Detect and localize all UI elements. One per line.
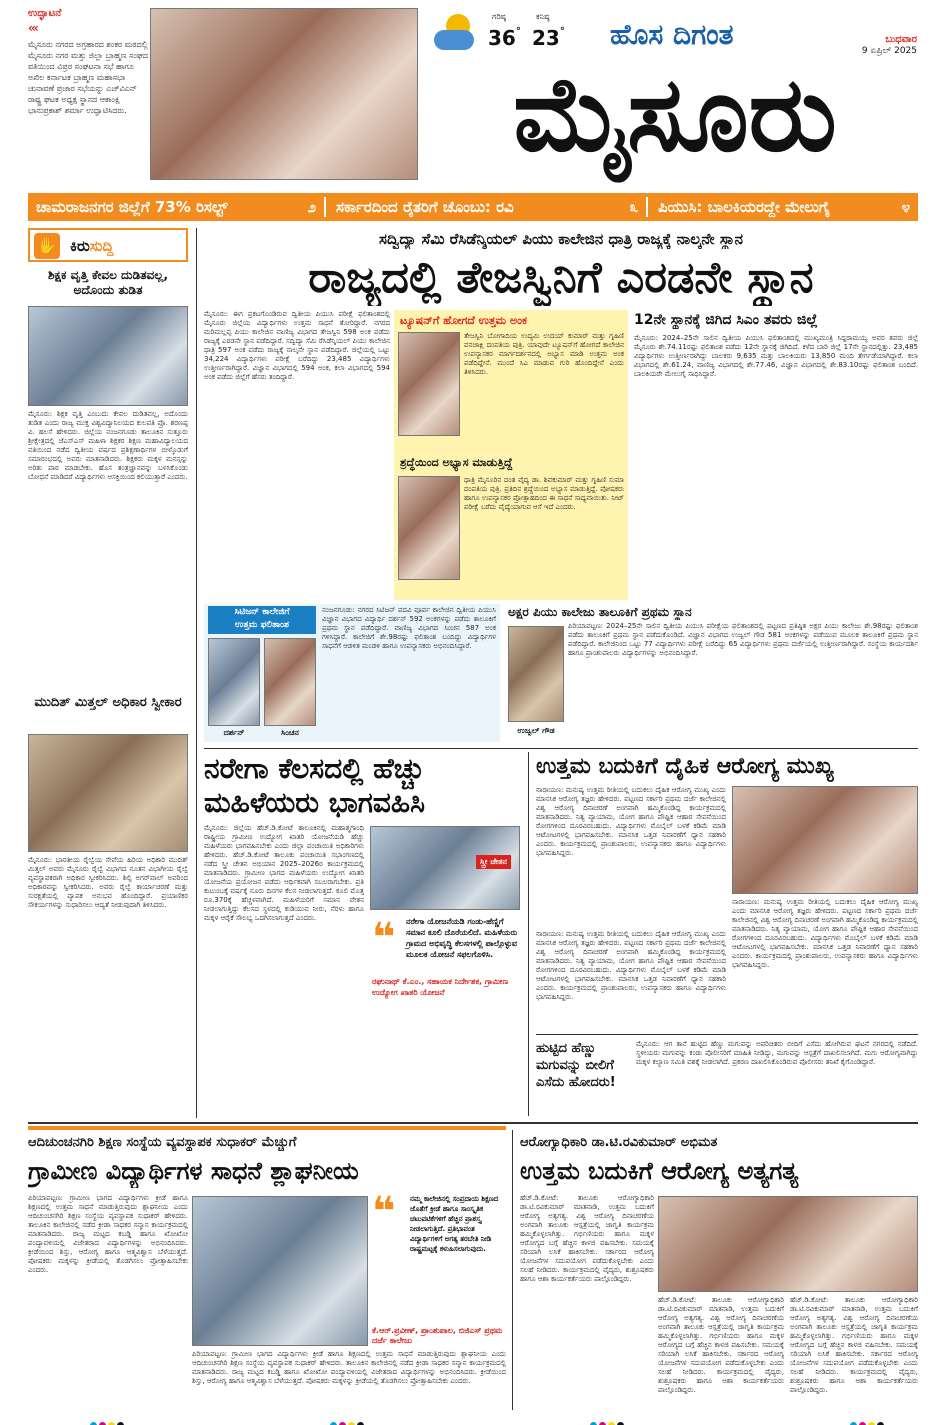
teaser-3[interactable]: ಪಿಯುಸಿ: ಬಾಲಕಿಯರದ್ದೇ ಮೇಲುಗೈ ೪ — [650, 193, 918, 221]
kirusuddi-photo — [28, 306, 188, 406]
registration-marks-left — [90, 1414, 126, 1425]
tejaswini-photo — [398, 332, 460, 436]
chevron-icon: ‹‹‹ — [28, 21, 37, 35]
teaser-1[interactable]: ಚಾಮರಾಜನಗರ ಜಿಲ್ಲೆಗೆ 73% ರಿಸಲ್ಟ್ ೨ — [28, 193, 324, 221]
health-body-2: ನಾರಾಯಣ: ಮನುಷ್ಯ ಉತ್ತಮ ರೀತಿಯಲ್ಲಿ ಬದುಕಲು ದೈಹಿಕ ಆರೋಗ್ಯ ಮುಖ್ಯ ಎಂದು ಮಾನಸಿಕ ಆರೋಗ್ಯ ತಜ್ಞರು ಹೇಳಿದರು. ಪಟ್ಟಣದ ಸರ್ಕಾರಿ ಪ್ರಥಮ ದರ್ಜೆ ಕಾಲೇಜಿನಲ್ಲಿ ವಿಶ್ವ ಆರೋಗ್ಯ ದಿನಾಚರಣೆ ಅಂಗವಾಗಿ ಹಮ್ಮಿಕೊಂಡಿದ್ದ ಕಾರ್ಯಕ್ರಮದಲ್ಲಿ ಮಾತನಾಡಿದರು. ನಿತ್ಯ ವ್ಯಾಯಾಮ, ಯೋಗ ಹಾಗೂ ಪೌಷ್ಟಿಕ ಆಹಾರ ಸೇವನೆಯಿಂದ ರೋಗಗಳಿಂದ ದೂರವಿರಬಹುದು. ವಿದ್ಯಾರ್ಥಿಗಳು ಮೊಬೈಲ್ ಬಳಕೆ ಕಡಿಮೆ ಮಾಡಿ ಆಟೋಟಗಳಲ್ಲಿ ಭಾಗವಹಿಸಬೇಕು. ಮಾನಸಿಕ ಒತ್ತಡ ನಿವಾರಣೆಗೆ ಧ್ಯಾನ ಸಹಕಾರಿ ಎಂದರು. ಕಾರ್ಯಕ್ರಮದಲ್ಲಿ ಪ್ರಾಂಶುಪಾಲರು, ಉಪನ್ಯಾಸಕರು ಹಾಗೂ ವಿದ್ಯಾರ್ಥಿಗಳು ಭಾಗವಹಿಸಿದ್ದರು. — [732, 898, 918, 969]
health-photo — [732, 786, 918, 894]
rural-kicker: ಆದಿಚುಂಚನಗಿರಿ ಶಿಕ್ಷಣ ಸಂಸ್ಥೆಯ ವ್ಯವಸ್ಥಾಪಕ ಸುಧಾಕರ್ ಮೆಚ್ಚುಗೆ — [28, 1135, 297, 1150]
rural-photo — [192, 1196, 368, 1346]
lead-headline: ರಾಜ್ಯದಲ್ಲಿ ತೇಜಸ್ವಿನಿಗೆ ಎರಡನೇ ಸ್ಥಾನ — [308, 253, 814, 303]
akshara-title: ಅಕ್ಷರ ಪಿಯು ಕಾಲೇಜು ತಾಲೂಕಿಗೆ ಪ್ರಥಮ ಸ್ಥಾನ — [508, 605, 692, 619]
darshan-caption: ದರ್ಶನ್ — [223, 728, 245, 737]
min-temp-label: ಕನಿಷ್ಠ — [536, 12, 550, 21]
doctor-photo — [658, 1196, 918, 1292]
doctor-body-2: ಹೆಚ್.ಡಿ.ಕೋಟೆ: ತಾಲೂಕು ಆರೋಗ್ಯಾಧಿಕಾರಿ ಡಾ.ಟಿ.ರವಿಕುಮಾರ್ ಮಾತನಾಡಿ, ಉತ್ತಮ ಬದುಕಿಗೆ ಆರೋಗ್ಯ ಅತ್ಯಗತ್ಯ. ವಿಶ್ವ ಆರೋಗ್ಯ ದಿನಾಚರಣೆಯ ಅಂಗವಾಗಿ ತಾಲೂಕು ಆಸ್ಪತ್ರೆಯಲ್ಲಿ ಜಾಗೃತಿ ಕಾರ್ಯಕ್ರಮ ಹಮ್ಮಿಕೊಳ್ಳಲಾಗಿತ್ತು. ಗರ್ಭಿಣಿಯರು ಹಾಗೂ ಮಕ್ಕಳ ಆರೋಗ್ಯದ ಬಗ್ಗೆ ಹೆಚ್ಚಿನ ಕಾಳಜಿ ವಹಿಸಬೇಕು. ಸಮಯಕ್ಕೆ ಸರಿಯಾಗಿ ಲಸಿಕೆ ಹಾಕಿಸಬೇಕು. ಸರ್ಕಾರದ ಆರೋಗ್ಯ ಯೋಜನೆಗಳ ಸದುಪಯೋಗ ಪಡೆದುಕೊಳ್ಳಬೇಕು ಎಂದು ಸಲಹೆ ನೀಡಿದರು. ಕಾರ್ಯಕ್ರಮದಲ್ಲಿ ವೈದ್ಯರು, ಶುಶ್ರೂಷಕರು ಹಾಗೂ ಆಶಾ ಕಾರ್ಯಕರ್ತೆಯರು ಪಾಲ್ಗೊಂಡಿದ್ದರು. — [658, 1296, 784, 1394]
registration-marks-far — [850, 1414, 886, 1425]
dhatri-photo — [398, 476, 460, 580]
rural-quote-icon: ❝ — [372, 1189, 396, 1235]
teaser-bar — [28, 193, 918, 221]
doctor-kicker: ಆರೋಗ್ಯಾಧಿಕಾರಿ ಡಾ.ಟಿ.ರವಿಕುಮಾರ್ ಅಭಿಮತ — [520, 1135, 718, 1150]
citizen-title-block: ಸಿಟಿಜನ್ ಕಾಲೇಜಿಗೆ ಉತ್ತಮ ಫಲಿತಾಂಶ — [208, 606, 316, 634]
rural-quote: ನಮ್ಮ ಕಾಲೇಜಿನಲ್ಲಿ ಸಂಪ್ರದಾಯ ಶಿಕ್ಷಣದ ಜೊತೆಗೆ ಕ್ರೀಡೆ ಹಾಗೂ ಸಾಂಸ್ಕೃತಿಕ ಚಟುವಟಿಕೆಗಳಿಗೆ ಹೆಚ್ಚಿನ ಪ್ರಾಶಸ್ತ್ಯ ನೀಡಲಾಗುತ್ತಿದೆ. ಪ್ರತಿಭಾವಂತ ವಿದ್ಯಾರ್ಥಿಗಳಿಗೆ ಅಗತ್ಯ ತರಬೇತಿ ನೀಡಿ ರಾಷ್ಟ್ರಮಟ್ಟಕ್ಕೆ ಕಳುಹಿಸಲಾಗುವುದು. — [410, 1195, 499, 1253]
inset2-body: ಧಾತ್ರಿ ಮೈಸೂರಿನ ದಂತ ವೈದ್ಯ ಡಾ. ಶಿವಕುಮಾರ್ ಮತ್ತು ಗೃಹಿಣಿ ಸುಮಾ ದಂಪತಿಯ ಪುತ್ರಿ. ಪ್ರತಿದಿನ ಶ್ರದ್ಧೆಯಿಂದ ಅಭ್ಯಾಸ ಮಾಡುತ್ತಿದ್ದೆ. ಪೋಷಕರು ಹಾಗೂ ಉಪನ್ಯಾಸಕರ ಪ್ರೋತ್ಸಾಹದಿಂದ ಈ ಸಾಧನೆ ಸಾಧ್ಯವಾಯಿತು. ನೀಟ್ ಪರೀಕ್ಷೆ ಬರೆದು ವೈದ್ಯೆಯಾಗುವ ಆಸೆ ಇದೆ ಎಂದರು. — [464, 476, 624, 511]
teaser-1-page: ೨ — [307, 198, 316, 216]
teaser-2-page: ೩ — [629, 198, 638, 216]
akshara-body: ಪಿರಿಯಾಪಟ್ಟಣ: 2024–25ನೇ ಸಾಲಿನ ದ್ವಿತೀಯ ಪಿಯುಸಿ ಪರೀಕ್ಷೆಯ ಫಲಿತಾಂಶದಲ್ಲಿ ಪಟ್ಟಣದ ಪ್ರತಿಷ್ಠಿತ ಅಕ್ಷರ ಪಿಯು ಕಾಲೇಜು ಶೇ.98ರಷ್ಟು ಫಲಿತಾಂಶ ಪಡೆದು ತಾಲೂಕಿಗೆ ಪ್ರಥಮ ಸ್ಥಾನ ಪಡೆದುಕೊಂಡಿದೆ. ವಿಜ್ಞಾನ ವಿಭಾಗದ ಉಜ್ವಲ್ ಗೌಡ 581 ಅಂಕಗಳನ್ನು ಪಡೆಯುವ ಮೂಲಕ ತಾಲೂಕಿಗೆ ಪ್ರಥಮ ಸ್ಥಾನ ಪಡೆದಿದ್ದಾರೆ. ಕಾಲೇಜಿನಿಂದ ಒಟ್ಟು 77 ವಿದ್ಯಾರ್ಥಿಗಳು ಪರೀಕ್ಷೆ ಬರೆದಿದ್ದು 65 ವಿದ್ಯಾರ್ಥಿಗಳು ಪ್ರಥಮ ದರ್ಜೆಯಲ್ಲಿ ಉತ್ತೀರ್ಣರಾಗಿದ್ದಾರೆ. ಸಂಸ್ಥೆಯ ಕಾರ್ಯದರ್ಶಿ ಹಾಗೂ ಪ್ರಾಂಶುಪಾಲರು ವಿದ್ಯಾರ್ಥಿಗಳನ್ನು ಅಭಿನಂದಿಸಿದ್ದಾರೆ. — [568, 622, 918, 657]
inauguration-block — [28, 8, 148, 188]
max-temp: 36 — [488, 26, 516, 50]
teaser-3-page: ೪ — [901, 198, 910, 216]
rural-headline: ಗ್ರಾಮೀಣ ವಿದ್ಯಾರ್ಥಿಗಳ ಸಾಧನೆ ಶ್ಲಾಘನೀಯ — [28, 1157, 359, 1185]
mittal-headline: ಮುದಿತ್ ಮಿತ್ತಲ್ ಅಧಿಕಾರ ಸ್ವೀಕಾರ — [34, 695, 182, 710]
inset2-title: ಶ್ರದ್ಧೆಯಿಂದ ಅಭ್ಯಾಸ ಮಾಡುತ್ತಿದ್ದೆ — [400, 456, 513, 469]
inauguration-text: ಮೈಸೂರು ನಗರದ ಅಗ್ರಹಾರದ ಶಂಕರ ಮಠದಲ್ಲಿ ಮೈಸೂರು ನಗರ ಮತ್ತು ಜಿಲ್ಲಾ ಬ್ರಾಹ್ಮಣ ಸಂಘದ ವತಿಯಿಂದ ವಿಪ್ರರ ಸಂಘಟನಾ ಸಭೆ ಹಾಗೂ ಅಖಿಲ ಕರ್ನಾಟಕ ಬ್ರಾಹ್ಮಣ ಮಹಾಸಭಾ ಚುನಾವಣೆ ಪ್ರಚಾರ ಸಭೆಯನ್ನು ಎಚ್‌ವಿಎನ್ ರಾಷ್ಟ್ರ ಘಟಕ ಅಧ್ಯಕ್ಷ ಸ್ಥಾನದ ಆಕಾಂಕ್ಷಿ ಭಾನುಪ್ರಕಾಶ್ ಶರ್ಮಾ ಉದ್ಘಾಟಿಸಿದರು. — [28, 40, 148, 115]
inset-yellow-box — [394, 310, 628, 600]
sinchana-caption: ಸಿಂಚನ — [281, 728, 299, 737]
day-label: ಬುಧವಾರ — [885, 34, 917, 45]
health-body-3: ನಾರಾಯಣ: ಮನುಷ್ಯ ಉತ್ತಮ ರೀತಿಯಲ್ಲಿ ಬದುಕಲು ದೈಹಿಕ ಆರೋಗ್ಯ ಮುಖ್ಯ ಎಂದು ಮಾನಸಿಕ ಆರೋಗ್ಯ ತಜ್ಞರು ಹೇಳಿದರು. ಪಟ್ಟಣದ ಸರ್ಕಾರಿ ಪ್ರಥಮ ದರ್ಜೆ ಕಾಲೇಜಿನಲ್ಲಿ ವಿಶ್ವ ಆರೋಗ್ಯ ದಿನಾಚರಣೆ ಅಂಗವಾಗಿ ಹಮ್ಮಿಕೊಂಡಿದ್ದ ಕಾರ್ಯಕ್ರಮದಲ್ಲಿ ಮಾತನಾಡಿದರು. ನಿತ್ಯ ವ್ಯಾಯಾಮ, ಯೋಗ ಹಾಗೂ ಪೌಷ್ಟಿಕ ಆಹಾರ ಸೇವನೆಯಿಂದ ರೋಗಗಳಿಂದ ದೂರವಿರಬಹುದು. ವಿದ್ಯಾರ್ಥಿಗಳು ಮೊಬೈಲ್ ಬಳಕೆ ಕಡಿಮೆ ಮಾಡಿ ಆಟೋಟಗಳಲ್ಲಿ ಭಾಗವಹಿಸಬೇಕು. ಮಾನಸಿಕ ಒತ್ತಡ ನಿವಾರಣೆಗೆ ಧ್ಯಾನ ಸಹಕಾರಿ ಎಂದರು. ಕಾರ್ಯಕ್ರಮದಲ್ಲಿ ಪ್ರಾಂಶುಪಾಲರು, ಉಪನ್ಯಾಸಕರು ಹಾಗೂ ವಿದ್ಯಾರ್ಥಿಗಳು ಭಾಗವಹಿಸಿದ್ದರು. — [536, 930, 726, 1001]
weather-widget: ಗರಿಷ್ಠ ಕನಿಷ್ಠ 36° 23° — [432, 12, 572, 62]
narega-photo — [370, 826, 520, 910]
paper-logo: ಹೊಸ ದಿಗಂತ — [610, 18, 734, 51]
narega-quote-by: ರಘುನಾಥ್ ಕೆ.ಎಂ., ಸಹಾಯಕ ನಿರ್ದೇಶಕ, ಗ್ರಾಮೀಣ ಉದ್ಯೋಗ ಖಾತರಿ ಯೋಜನೆ — [372, 977, 508, 997]
health-body: ನಾರಾಯಣ: ಮನುಷ್ಯ ಉತ್ತಮ ರೀತಿಯಲ್ಲಿ ಬದುಕಲು ದೈಹಿಕ ಆರೋಗ್ಯ ಮುಖ್ಯ ಎಂದು ಮಾನಸಿಕ ಆರೋಗ್ಯ ತಜ್ಞರು ಹೇಳಿದರು. ಪಟ್ಟಣದ ಸರ್ಕಾರಿ ಪ್ರಥಮ ದರ್ಜೆ ಕಾಲೇಜಿನಲ್ಲಿ ವಿಶ್ವ ಆರೋಗ್ಯ ದಿನಾಚರಣೆ ಅಂಗವಾಗಿ ಹಮ್ಮಿಕೊಂಡಿದ್ದ ಕಾರ್ಯಕ್ರಮದಲ್ಲಿ ಮಾತನಾಡಿದರು. ನಿತ್ಯ ವ್ಯಾಯಾಮ, ಯೋಗ ಹಾಗೂ ಪೌಷ್ಟಿಕ ಆಹಾರ ಸೇವನೆಯಿಂದ ರೋಗಗಳಿಂದ ದೂರವಿರಬಹುದು. ವಿದ್ಯಾರ್ಥಿಗಳು ಮೊಬೈಲ್ ಬಳಕೆ ಕಡಿಮೆ ಮಾಡಿ ಆಟೋಟಗಳಲ್ಲಿ ಭಾಗವಹಿಸಬೇಕು. ಮಾನಸಿಕ ಒತ್ತಡ ನಿವಾರಣೆಗೆ ಧ್ಯಾನ ಸಹಕಾರಿ ಎಂದರು. ಕಾರ್ಯಕ್ರಮದಲ್ಲಿ ಪ್ರಾಂಶುಪಾಲರು, ಉಪನ್ಯಾಸಕರು ಹಾಗೂ ವಿದ್ಯಾರ್ಥಿಗಳು ಭಾಗವಹಿಸಿದ್ದರು. — [536, 786, 726, 857]
kirusuddi-headline: ಶಿಕ್ಷಕ ವೃತ್ತಿ ಕೇವಲ ದುಡಿತವಲ್ಲ, ಅದೊಂದು ತುಡಿತ — [47, 268, 169, 297]
lead-kicker: ಸದ್ವಿದ್ಯಾ ಸೆಮಿ ರೆಸಿಡೆನ್ಶಿಯಲ್ ಪಿಯು ಕಾಲೇಜಿನ ಧಾತ್ರಿ ರಾಜ್ಯಕ್ಕೆ ನಾಲ್ಕನೇ ಸ್ಥಾನ — [379, 230, 743, 248]
min-temp: 23 — [532, 26, 560, 50]
bottom-divider — [28, 1122, 918, 1124]
sinchana-photo — [264, 638, 316, 726]
inset1-title: ಟ್ಯೂಷನ್‌ಗೆ ಹೋಗದೆ ಉತ್ತಮ ಅಂಕ — [400, 314, 527, 327]
narega-quote-icon: ❝ — [372, 915, 396, 961]
mid-divider — [204, 748, 918, 749]
teaser-2[interactable]: ಸರ್ಕಾರದಿಂದ ರೈತರಿಗೆ ಚೊಂಬು: ರವಿ ೩ — [328, 193, 646, 221]
narega-body: ಮೈಸೂರು: ಜಿಲ್ಲೆಯ ಹೆಚ್.ಡಿ.ಕೋಟೆ ತಾಲೂಕಿನಲ್ಲಿ ಮಹಾತ್ಮಗಾಂಧಿ ರಾಷ್ಟ್ರೀಯ ಗ್ರಾಮೀಣ ಉದ್ಯೋಗ ಖಾತರಿ ಯೋಜನೆಯಡಿ ಹೆಚ್ಚು ಮಹಿಳೆಯರು ಭಾಗವಹಿಸಬೇಕು ಎಂದು ಜಿಲ್ಲಾ ಪಂಚಾಯಿತಿ ಅಧಿಕಾರಿಗಳು ಹೇಳಿದರು. ಹೆಚ್.ಡಿ.ಕೋಟೆ ತಾಲೂಕು ಪಂಚಾಯಿತಿ ಸಭಾಂಗಣದಲ್ಲಿ ನಡೆದ ಸ್ತ್ರೀ ಚೇತನ ಅಭಿಯಾನ 2025–2026ರ ಕಾರ್ಯಕ್ರಮದಲ್ಲಿ ಮಾತನಾಡಿದರು. ಗ್ರಾಮೀಣ ಭಾಗದ ಮಹಿಳೆಯರು ಉದ್ಯೋಗ ಖಾತರಿ ಯೋಜನೆಯ ಪ್ರಯೋಜನ ಪಡೆದು ಆರ್ಥಿಕವಾಗಿ ಸಬಲರಾಗಬೇಕು. ಪ್ರತಿ ಕುಟುಂಬಕ್ಕೆ ವರ್ಷಕ್ಕೆ ನೂರು ದಿನಗಳ ಕೆಲಸ ನೀಡಲಾಗುತ್ತದೆ. ಕೂಲಿ ಮೊತ್ತ ರೂ.370ಕ್ಕೆ ಹೆಚ್ಚಳವಾಗಿದೆ. ಮಹಿಳೆಯರಿಗೆ ಸಮಾನ ವೇತನ ನೀಡಲಾಗುತ್ತಿದ್ದು ಕೆಲಸದ ಸ್ಥಳದಲ್ಲಿ ಕುಡಿಯುವ ನೀರು, ನೆರಳು ಹಾಗೂ ಮಕ್ಕಳ ಆರೈಕೆ ಸೌಲಭ್ಯ ಒದಗಿಸಲಾಗುತ್ತದೆ ಎಂದರು. — [204, 824, 364, 922]
doctor-headline: ಉತ್ತಮ ಬದುಕಿಗೆ ಆರೋಗ್ಯ ಅತ್ಯಗತ್ಯ — [520, 1157, 799, 1185]
bottom-orange-strip — [28, 1126, 506, 1130]
max-temp-label: ಗರಿಷ್ಠ — [492, 12, 506, 21]
inauguration-tag: ಉದ್ಘಾಟನೆ — [28, 8, 62, 19]
registration-marks-right — [590, 1414, 626, 1425]
hand-icon: ✋ — [34, 233, 60, 259]
rural-body: ಪಿರಿಯಾಪಟ್ಟಣ: ಗ್ರಾಮೀಣ ಭಾಗದ ವಿದ್ಯಾರ್ಥಿಗಳು ಕ್ರೀಡೆ ಹಾಗೂ ಶಿಕ್ಷಣದಲ್ಲಿ ಉತ್ತಮ ಸಾಧನೆ ಮಾಡುತ್ತಿರುವುದು ಶ್ಲಾಘನೀಯ ಎಂದು ಆದಿಚುಂಚನಗಿರಿ ಶಿಕ್ಷಣ ಸಂಸ್ಥೆಯ ವ್ಯವಸ್ಥಾಪಕ ಸುಧಾಕರ್ ಹೇಳಿದರು. ತಾಲೂಕಿನ ಕಾಲೇಜಿನಲ್ಲಿ ನಡೆದ ಕ್ರೀಡಾ ಸಾಧಕರ ಸನ್ಮಾನ ಕಾರ್ಯಕ್ರಮದಲ್ಲಿ ಮಾತನಾಡಿದರು. ರಾಜ್ಯ ಮಟ್ಟದ ಕಬಡ್ಡಿ ಹಾಗೂ ಖೋಖೋ ಪಂದ್ಯಾವಳಿಯಲ್ಲಿ ವಿಜೇತರಾದ ವಿದ್ಯಾರ್ಥಿಗಳನ್ನು ಅಭಿನಂದಿಸಿದರು. ಕ್ರೀಡೆಯಿಂದ ಶಿಸ್ತು, ಆರೋಗ್ಯ ಹಾಗೂ ಆತ್ಮವಿಶ್ವಾಸ ಬೆಳೆಯುತ್ತದೆ. ಪೋಷಕರು ಮಕ್ಕಳನ್ನು ಕ್ರೀಡೆಯಲ್ಲಿ ತೊಡಗಿಸಲು ಪ್ರೋತ್ಸಾಹಿಸಬೇಕು ಎಂದರು. — [28, 1194, 188, 1274]
health-headline: ಉತ್ತಮ ಬದುಕಿಗೆ ದೈಹಿಕ ಆರೋಗ್ಯ ಮುಖ್ಯ — [536, 754, 834, 779]
darshan-photo — [208, 638, 260, 726]
date-label: 9 ಏಪ್ರಿಲ್ 2025 — [861, 46, 917, 56]
kirusuddi-badge: ✋ ಕಿರುಸುದ್ದಿ — [28, 228, 188, 262]
left-column-divider — [196, 228, 197, 1118]
narega-headline: ನರೇಗಾ ಕೆಲಸದಲ್ಲಿ ಹೆಚ್ಚು ಮಹಿಳೆಯರು ಭಾಗವಹಿಸಿ — [204, 752, 425, 819]
ujwal-caption: ಉಜ್ವಲ್ ಗೌಡ — [517, 726, 555, 735]
mittal-photo — [28, 734, 188, 852]
side-title: 12ನೇ ಸ್ಥಾನಕ್ಕೆ ಜಿಗಿದ ಸಿಎಂ ತವರು ಜಿಲ್ಲೆ — [634, 312, 818, 328]
mittal-body: ಮೈಸೂರು: ಭಾರತೀಯ ರೈಲ್ವೆಯ ಸೇವೆಯ ಹಿರಿಯ ಅಧಿಕಾರಿ ಮುದಿತ್ ಮಿತ್ತಲ್ ಅವರು ಮೈಸೂರು ರೈಲ್ವೆ ವಿಭಾಗದ ನೂತನ ವಿಭಾಗೀಯ ರೈಲ್ವೆ ವ್ಯವಸ್ಥಾಪಕರಾಗಿ ಅಧಿಕಾರ ಸ್ವೀಕರಿಸಿದರು. ಶಿಲ್ಪಿ ಅಗರ್‌ವಾಲ್ ಅವರಿಂದ ಅಧಿಕಾರವನ್ನು ಸ್ವೀಕರಿಸಿದರು. ಅವರು ರೈಲ್ವೆ ಕಾರ್ಯಾಚರಣೆ ಮತ್ತು ಸುರಕ್ಷತೆಯಲ್ಲಿ ವ್ಯಾಪಕ ಅನುಭವ ಹೊಂದಿದ್ದಾರೆ. ಪ್ರಯಾಣಿಕರ ಸೌಕರ್ಯಗಳನ್ನು ಸುಧಾರಿಸಲು ಆದ್ಯತೆ ನೀಡುವುದಾಗಿ ತಿಳಿಸಿದರು. — [28, 856, 188, 909]
rural-body-2: ಪಿರಿಯಾಪಟ್ಟಣ: ಗ್ರಾಮೀಣ ಭಾಗದ ವಿದ್ಯಾರ್ಥಿಗಳು ಕ್ರೀಡೆ ಹಾಗೂ ಶಿಕ್ಷಣದಲ್ಲಿ ಉತ್ತಮ ಸಾಧನೆ ಮಾಡುತ್ತಿರುವುದು ಶ್ಲಾಘನೀಯ ಎಂದು ಆದಿಚುಂಚನಗಿರಿ ಶಿಕ್ಷಣ ಸಂಸ್ಥೆಯ ವ್ಯವಸ್ಥಾಪಕ ಸುಧಾಕರ್ ಹೇಳಿದರು. ತಾಲೂಕಿನ ಕಾಲೇಜಿನಲ್ಲಿ ನಡೆದ ಕ್ರೀಡಾ ಸಾಧಕರ ಸನ್ಮಾನ ಕಾರ್ಯಕ್ರಮದಲ್ಲಿ ಮಾತನಾಡಿದರು. ರಾಜ್ಯ ಮಟ್ಟದ ಕಬಡ್ಡಿ ಹಾಗೂ ಖೋಖೋ ಪಂದ್ಯಾವಳಿಯಲ್ಲಿ ವಿಜೇತರಾದ ವಿದ್ಯಾರ್ಥಿಗಳನ್ನು ಅಭಿನಂದಿಸಿದರು. ಕ್ರೀಡೆಯಿಂದ ಶಿಸ್ತು, ಆರೋಗ್ಯ ಹಾಗೂ ಆತ್ಮವಿಶ್ವಾಸ ಬೆಳೆಯುತ್ತದೆ. ಪೋಷಕರು ಮಕ್ಕಳನ್ನು ಕ್ರೀಡೆಯಲ್ಲಿ ತೊಡಗಿಸಲು ಪ್ರೋತ್ಸಾಹಿಸಬೇಕು ಎಂದರು. — [192, 1350, 506, 1385]
narega-quote: ನರೇಗಾ ಯೋಜನೆಯಡಿ ಗಂಡು-ಹೆಣ್ಣಿಗೆ ಸಮಾನ ಕೂಲಿ ದೊರೆಯಲಿದೆ. ಮಹಿಳೆಯರು ಗ್ರಾಮದ ಅಭಿವೃದ್ಧಿ ಕೆಲಸಗಳಲ್ಲಿ ಪಾಲ್ಗೊಳ್ಳುವ ಮೂಲಕ ಯೋಜನೆ ಸಫಲಗೊಳಿಸಿ. — [406, 917, 518, 959]
narega-banner: ಸ್ತ್ರೀ ಚೇತನ — [476, 855, 511, 869]
inset1-body: ತೇಜಸ್ವಿನಿ ಬೋಗಾದಿಯ ಉದ್ಯಮಿ ಉದಯ್ ಕುಮಾರ್ ಮತ್ತು ಗೃಹಿಣಿ ವನಜಾಕ್ಷಿ ದಂಪತಿಯ ಪುತ್ರಿ. ಯಾವುದೇ ಟ್ಯೂಷನ್‌ಗೆ ಹೋಗದೆ ಕಾಲೇಜಿನ ಉಪನ್ಯಾಸಕರ ಮಾರ್ಗದರ್ಶನದಲ್ಲಿ ಅಭ್ಯಾಸ ಮಾಡಿ ಉತ್ತಮ ಅಂಕ ಪಡೆದಿದ್ದೇನೆ. ಮುಂದೆ ಸಿಎ ಮಾಡುವ ಗುರಿ ಹೊಂದಿದ್ದೇನೆ ಎಂದು ತಿಳಿಸಿದರು. — [464, 332, 624, 376]
ujwal-photo — [508, 626, 564, 722]
narega-body-2 — [370, 1002, 520, 1114]
baby-headline: ಹುಟ್ಟಿದ ಹೆಣ್ಣು ಮಗುವನ್ನು ಬೀಲಿಗೆ ಎಸೆದು ಹೋದರು! — [536, 1041, 616, 1090]
doctor-body-3: ಹೆಚ್.ಡಿ.ಕೋಟೆ: ತಾಲೂಕು ಆರೋಗ್ಯಾಧಿಕಾರಿ ಡಾ.ಟಿ.ರವಿಕುಮಾರ್ ಮಾತನಾಡಿ, ಉತ್ತಮ ಬದುಕಿಗೆ ಆರೋಗ್ಯ ಅತ್ಯಗತ್ಯ. ವಿಶ್ವ ಆರೋಗ್ಯ ದಿನಾಚರಣೆಯ ಅಂಗವಾಗಿ ತಾಲೂಕು ಆಸ್ಪತ್ರೆಯಲ್ಲಿ ಜಾಗೃತಿ ಕಾರ್ಯಕ್ರಮ ಹಮ್ಮಿಕೊಳ್ಳಲಾಗಿತ್ತು. ಗರ್ಭಿಣಿಯರು ಹಾಗೂ ಮಕ್ಕಳ ಆರೋಗ್ಯದ ಬಗ್ಗೆ ಹೆಚ್ಚಿನ ಕಾಳಜಿ ವಹಿಸಬೇಕು. ಸಮಯಕ್ಕೆ ಸರಿಯಾಗಿ ಲಸಿಕೆ ಹಾಕಿಸಬೇಕು. ಸರ್ಕಾರದ ಆರೋಗ್ಯ ಯೋಜನೆಗಳ ಸದುಪಯೋಗ ಪಡೆದುಕೊಳ್ಳಬೇಕು ಎಂದು ಸಲಹೆ ನೀಡಿದರು. ಕಾರ್ಯಕ್ರಮದಲ್ಲಿ ವೈದ್ಯರು, ಶುಶ್ರೂಷಕರು ಹಾಗೂ ಆಶಾ ಕಾರ್ಯಕರ್ತೆಯರು ಪಾಲ್ಗೊಂಡಿದ್ದರು. — [790, 1296, 918, 1394]
side-body: ಮೈಸೂರು: 2024–25ನೇ ಸಾಲಿನ ದ್ವಿತೀಯ ಪಿಯುಸಿ ಫಲಿತಾಂಶದಲ್ಲಿ ಮುಖ್ಯಮಂತ್ರಿ ಸಿದ್ದರಾಮಯ್ಯ ಅವರ ತವರು ಜಿಲ್ಲೆ ಮೈಸೂರು ಶೇ.74.11ರಷ್ಟು ಫಲಿತಾಂಶ ಪಡೆದು 12ನೇ ಸ್ಥಾನಕ್ಕೆ ಜಿಗಿದಿದೆ. ಕಳೆದ ಬಾರಿ ಜಿಲ್ಲೆ 17ನೇ ಸ್ಥಾನದಲ್ಲಿತ್ತು. 23,485 ವಿದ್ಯಾರ್ಥಿಗಳು ಉತ್ತೀರ್ಣರಾಗಿದ್ದು ಬಾಲಕರು 9,635 ಮತ್ತು ಬಾಲಕಿಯರು 13,850 ಮಂದಿ ತೇರ್ಗಡೆಯಾಗಿದ್ದಾರೆ. ಕಲಾ ವಿಭಾಗದಲ್ಲಿ ಶೇ.61.24, ವಾಣಿಜ್ಯ ವಿಭಾಗದಲ್ಲಿ ಶೇ.77.46, ವಿಜ್ಞಾನ ವಿಭಾಗದಲ್ಲಿ ಶೇ.83.10ರಷ್ಟು ಫಲಿತಾಂಶ ಬಂದಿದೆ. ಬಾಲಕಿಯರೇ ಮೇಲುಗೈ ಸಾಧಿಸಿದ್ದಾರೆ. — [634, 334, 918, 378]
citizen-box — [204, 604, 500, 742]
registration-marks-mid — [330, 1414, 366, 1425]
bottom-col-divider — [512, 1130, 513, 1410]
citizen-body: ನಂಜನಗೂಡು: ನಗರದ ಸಿಟಿಜನ್ ಪದವಿ ಪೂರ್ವ ಕಾಲೇಜಿನ ದ್ವಿತೀಯ ಪಿಯುಸಿ ವಿಜ್ಞಾನ ವಿಭಾಗದ ವಿದ್ಯಾರ್ಥಿ ದರ್ಶನ್ 592 ಅಂಕಗಳನ್ನು ಪಡೆದು ತಾಲೂಕಿಗೆ ಪ್ರಥಮ ಸ್ಥಾನ ಪಡೆದಿದ್ದಾರೆ. ವಾಣಿಜ್ಯ ವಿಭಾಗದ ಸಿಂಚನ 587 ಅಂಕ ಗಳಿಸಿದ್ದಾರೆ. ಕಾಲೇಜಿಗೆ ಶೇ.98ರಷ್ಟು ಫಲಿತಾಂಶ ಬಂದಿದ್ದು ವಿದ್ಯಾರ್ಥಿಗಳ ಸಾಧನೆಗೆ ಆಡಳಿತ ಮಂಡಳಿ ಹಾಗೂ ಉಪನ್ಯಾಸಕರು ಅಭಿನಂದಿಸಿದ್ದಾರೆ. — [322, 606, 496, 650]
health-box-divider — [536, 1034, 918, 1035]
narega-health-divider — [528, 752, 529, 1116]
baby-body: ಮೈಸೂರು: ಆಗ ತಾನೆ ಹುಟ್ಟಿದ ಹೆಣ್ಣು ಮಗುವನ್ನು ಅಪರಿಚಿತರು ಬೀದಿಗೆ ಎಸೆದು ಹೋಗಿರುವ ಘಟನೆ ನಗರದಲ್ಲಿ ನಡೆದಿದೆ. ಸ್ಥಳೀಯರು ಮಗುವನ್ನು ಕಂಡು ಪೊಲೀಸರಿಗೆ ಮಾಹಿತಿ ನೀಡಿದ್ದು, ಮಗುವನ್ನು ಆಸ್ಪತ್ರೆಗೆ ದಾಖಲಿಸಲಾಗಿದೆ. ಮಗು ಆರೋಗ್ಯವಾಗಿದ್ದು ಮಕ್ಕಳ ಕಲ್ಯಾಣ ಸಮಿತಿ ವಶಕ್ಕೆ ನೀಡಲಾಗಿದೆ. ಪ್ರಕರಣ ದಾಖಲಿಸಿಕೊಂಡಿರುವ ಪೊಲೀಸರು ತನಿಖೆ ಕೈಗೊಂಡಿದ್ದಾರೆ. — [636, 1040, 918, 1066]
inauguration-photo — [150, 8, 418, 180]
edition-title: ಮೈಸೂರು — [513, 53, 837, 175]
rural-quote-by: ಕೆ.ಆರ್.ಪ್ರವೀಣ್, ಪ್ರಾಂಶುಪಾಲ, ಬಿಜಿಎಸ್ ಪ್ರಥಮ ದರ್ಜೆ ಕಾಲೇಜು — [372, 1326, 503, 1345]
lead-body: ಮೈಸೂರು: ಈಗ ಪ್ರಕಟಗೊಂಡಿರುವ ದ್ವಿತೀಯ ಪಿಯುಸಿ ಪರೀಕ್ಷೆ ಫಲಿತಾಂಶದಲ್ಲಿ ಮೈಸೂರು ಜಿಲ್ಲೆಯ ವಿದ್ಯಾರ್ಥಿಗಳು ಉತ್ತಮ ಸಾಧನೆ ತೋರಿದ್ದಾರೆ. ನಗರದ ಮರಿಮಲ್ಲಪ್ಪ ಪಿಯು ಕಾಲೇಜಿನ ವಾಣಿಜ್ಯ ವಿಭಾಗದ ತೇಜಸ್ವಿನಿ 598 ಅಂಕ ಪಡೆದು ರಾಜ್ಯಕ್ಕೆ ಎರಡನೇ ಸ್ಥಾನ ಪಡೆದಿದ್ದಾರೆ. ಸದ್ವಿದ್ಯಾ ಸೆಮಿ ರೆಸಿಡೆನ್ಶಿಯಲ್ ಪಿಯು ಕಾಲೇಜಿನ ಧಾತ್ರಿ 597 ಅಂಕ ಪಡೆದು ರಾಜ್ಯಕ್ಕೆ ನಾಲ್ಕನೇ ಸ್ಥಾನ ಪಡೆದಿದ್ದಾರೆ. ಜಿಲ್ಲೆಯಲ್ಲಿ ಒಟ್ಟು 34,224 ವಿದ್ಯಾರ್ಥಿಗಳು ಪರೀಕ್ಷೆ ಬರೆದಿದ್ದು 23,485 ವಿದ್ಯಾರ್ಥಿಗಳು ಉತ್ತೀರ್ಣರಾಗಿದ್ದಾರೆ. ವಿಜ್ಞಾನ ವಿಭಾಗದಲ್ಲಿ 594 ಅಂಕ, ಕಲಾ ವಿಭಾಗದಲ್ಲಿ 594 ಅಂಕ ಪಡೆದು ಜಿಲ್ಲೆಗೆ ಹೆಸರು ತಂದಿದ್ದಾರೆ. — [204, 310, 390, 381]
kirusuddi-body: ಮೈಸೂರು: ಶಿಕ್ಷಕ ವೃತ್ತಿ ಎಂಬುದು ಕೇವಲ ದುಡಿತವಲ್ಲ, ಅದೊಂದು ತುಡಿತ ಎಂದು ರಾಜ್ಯ ಮುಕ್ತ ವಿಶ್ವವಿದ್ಯಾನಿಲಯದ ಕುಲಪತಿ ಪ್ರೊ. ಶರಣಪ್ಪ ವಿ. ಹಲಸೆ ಹೇಳಿದರು. ಜಿಲ್ಲೆಯ ನಂಜನಗೂಡು ತಾಲೂಕಿನ ಸುತ್ತೂರು ಶ್ರೀಕ್ಷೇತ್ರದಲ್ಲಿ ಜೆಎಸ್‌ಎಸ್ ಮಹಿಳಾ ಶಿಕ್ಷಕರ ಶಿಕ್ಷಣ ಮಹಾವಿದ್ಯಾಲಯದ ವತಿಯಿಂದ ನಡೆದ ದ್ವಿತೀಯ ವರ್ಷದ ಪ್ರಶಿಕ್ಷಣಾರ್ಥಿಗಳ ಬೀಳ್ಕೊಡುಗೆ ಸಮಾರಂಭದಲ್ಲಿ ಅವರು ಮಾತನಾಡಿದರು. ಶಿಕ್ಷಕರು ಮಕ್ಕಳ ಮನಸ್ಸನ್ನು ಅರಿತು ಪಾಠ ಮಾಡಬೇಕು. ಹೊಸ ತಂತ್ರಜ್ಞಾನವನ್ನು ಬಳಸಿಕೊಂಡು ಬೋಧನೆ ಮಾಡಿದರೆ ವಿದ್ಯಾರ್ಥಿಗಳು ಆಸಕ್ತಿಯಿಂದ ಕಲಿಯುತ್ತಾರೆ ಎಂದರು. — [28, 410, 188, 481]
doctor-body: ಹೆಚ್.ಡಿ.ಕೋಟೆ: ತಾಲೂಕು ಆರೋಗ್ಯಾಧಿಕಾರಿ ಡಾ.ಟಿ.ರವಿಕುಮಾರ್ ಮಾತನಾಡಿ, ಉತ್ತಮ ಬದುಕಿಗೆ ಆರೋಗ್ಯ ಅತ್ಯಗತ್ಯ. ವಿಶ್ವ ಆರೋಗ್ಯ ದಿನಾಚರಣೆಯ ಅಂಗವಾಗಿ ತಾಲೂಕು ಆಸ್ಪತ್ರೆಯಲ್ಲಿ ಜಾಗೃತಿ ಕಾರ್ಯಕ್ರಮ ಹಮ್ಮಿಕೊಳ್ಳಲಾಗಿತ್ತು. ಗರ್ಭಿಣಿಯರು ಹಾಗೂ ಮಕ್ಕಳ ಆರೋಗ್ಯದ ಬಗ್ಗೆ ಹೆಚ್ಚಿನ ಕಾಳಜಿ ವಹಿಸಬೇಕು. ಸಮಯಕ್ಕೆ ಸರಿಯಾಗಿ ಲಸಿಕೆ ಹಾಕಿಸಬೇಕು. ಸರ್ಕಾರದ ಆರೋಗ್ಯ ಯೋಜನೆಗಳ ಸದುಪಯೋಗ ಪಡೆದುಕೊಳ್ಳಬೇಕು ಎಂದು ಸಲಹೆ ನೀಡಿದರು. ಕಾರ್ಯಕ್ರಮದಲ್ಲಿ ವೈದ್ಯರು, ಶುಶ್ರೂಷಕರು ಹಾಗೂ ಆಶಾ ಕಾರ್ಯಕರ್ತೆಯರು ಪಾಲ್ಗೊಂಡಿದ್ದರು. — [520, 1194, 654, 1283]
